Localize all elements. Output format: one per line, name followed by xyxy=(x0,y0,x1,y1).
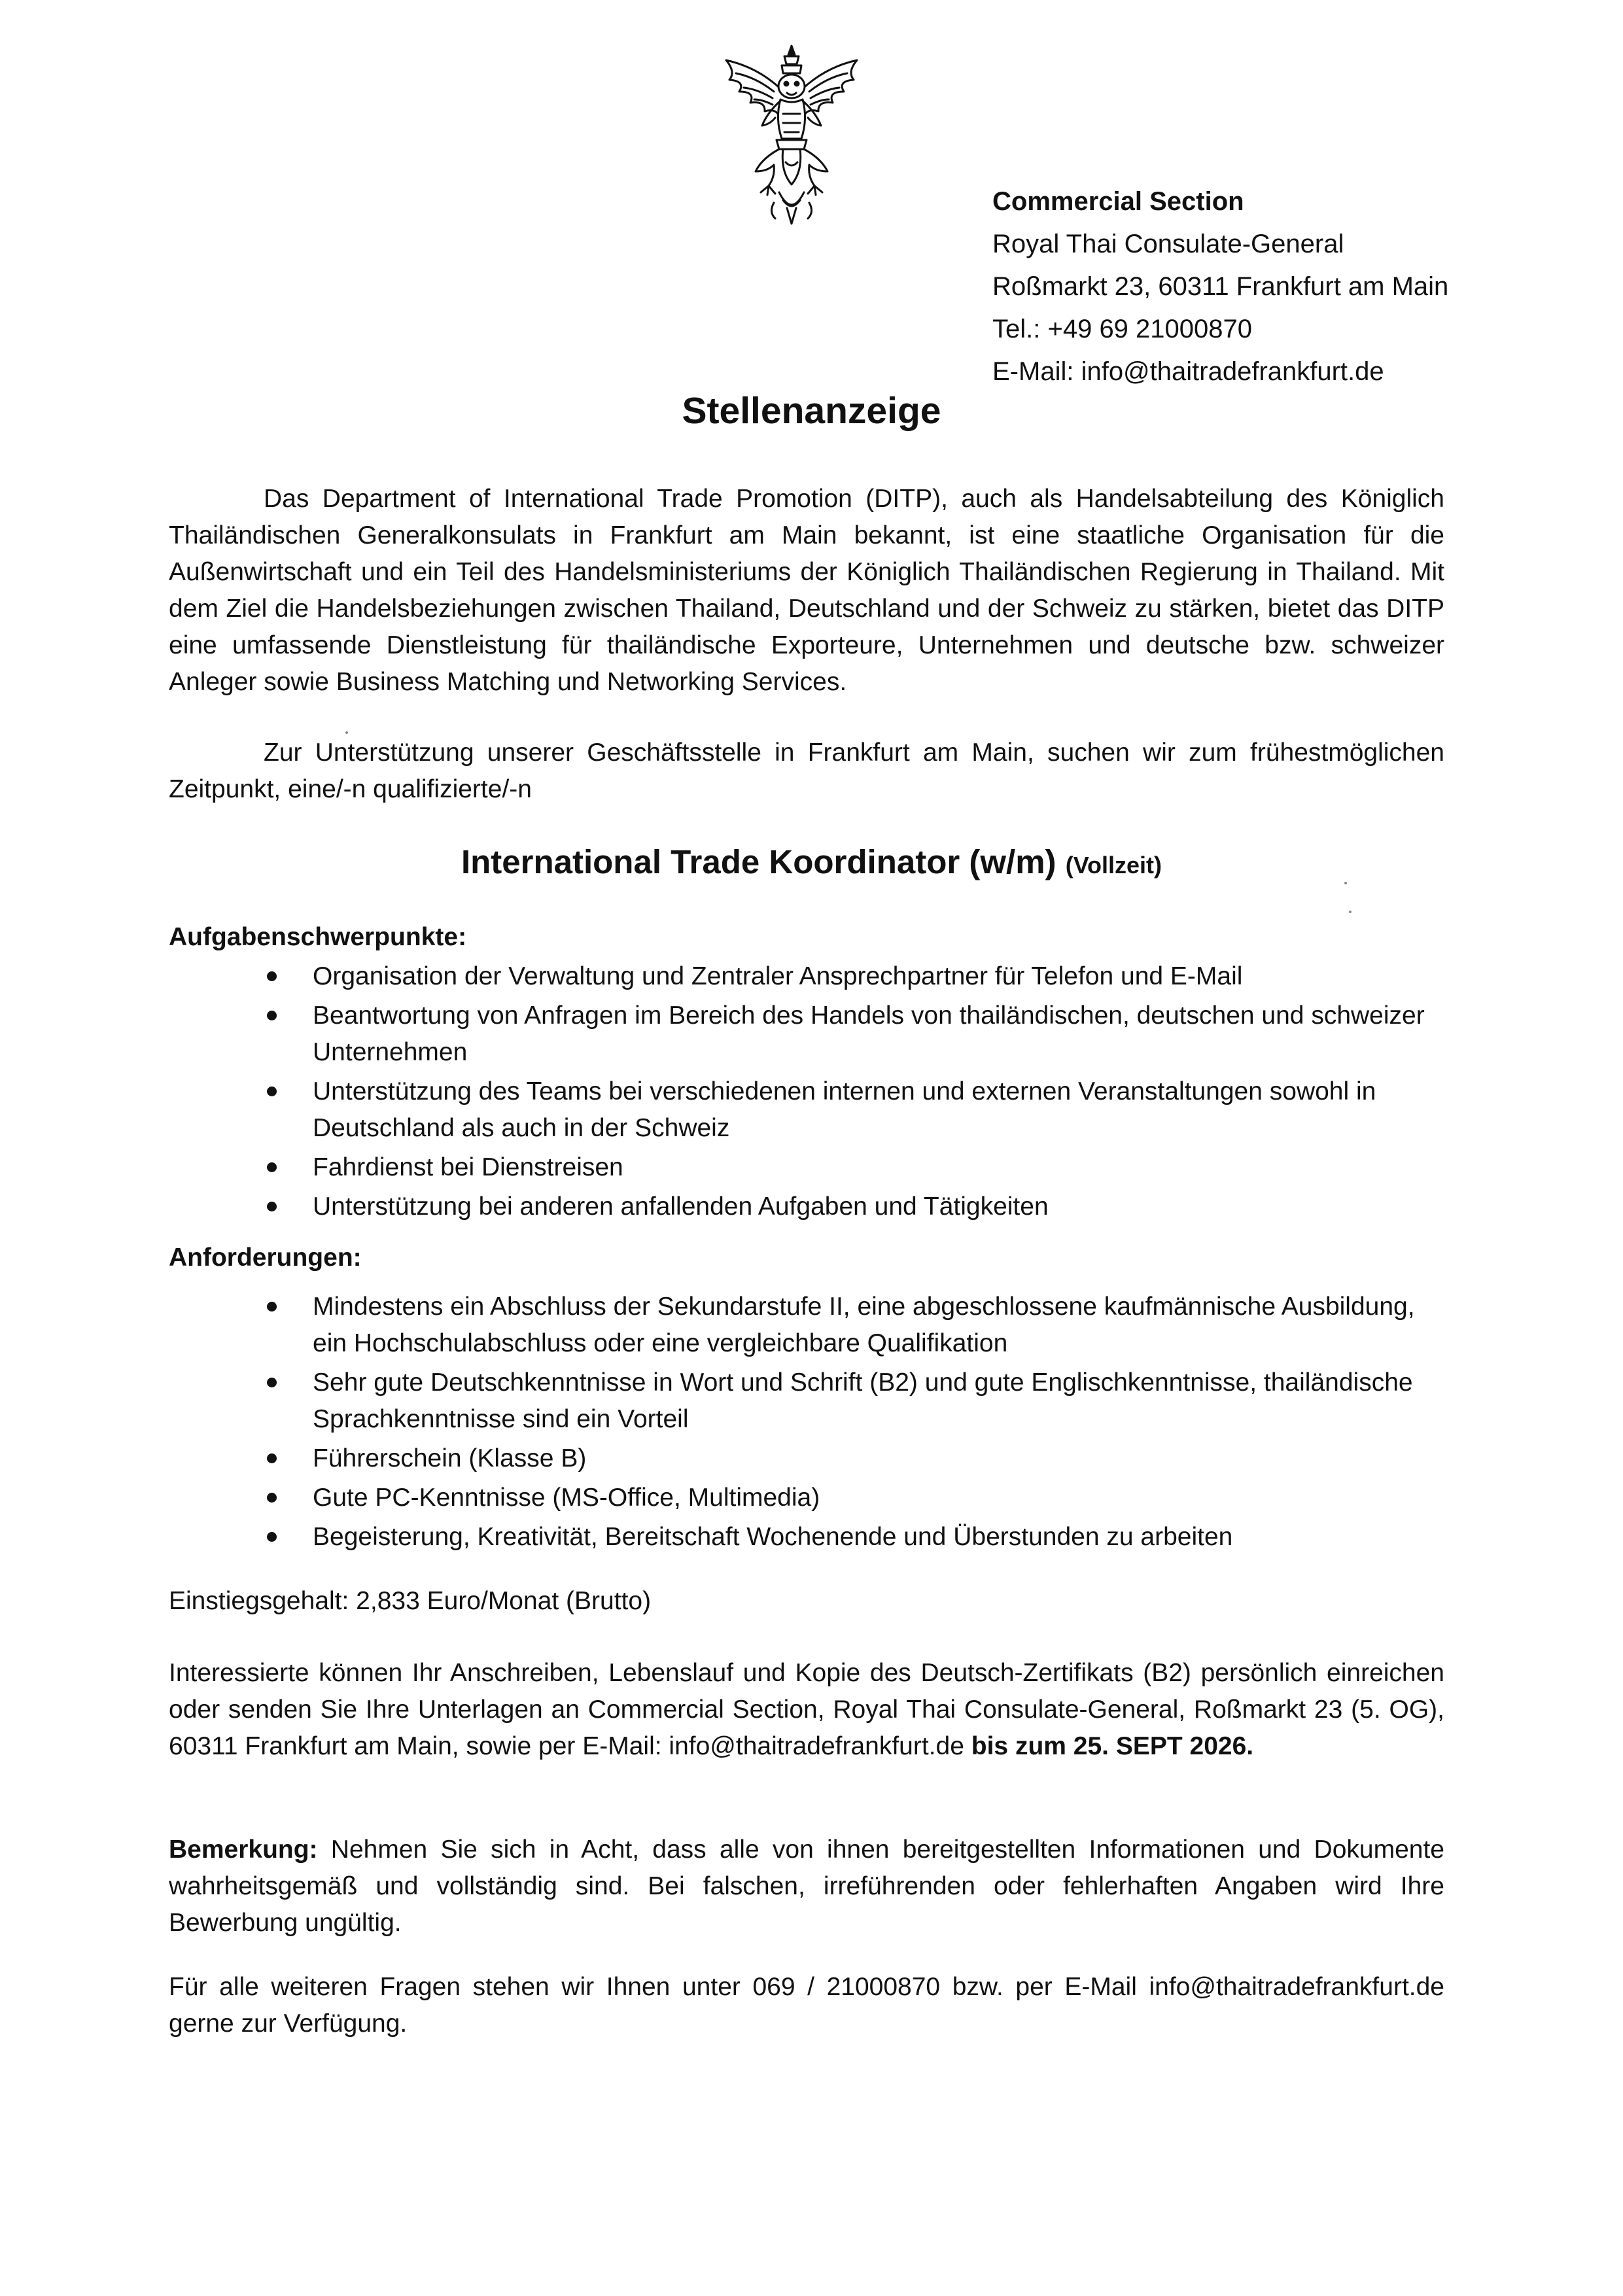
remark-label: Bemerkung: xyxy=(169,1835,318,1864)
bullet-icon xyxy=(267,1532,277,1542)
list-item xyxy=(169,1289,1444,1362)
list-item-text: Mindestens ein Abschluss der Sekundarstufe II, eine abgeschlossene kaufmännische Ausbildung, ein Hochschulabschluss oder eine vergleichbare Qualifikation xyxy=(313,1293,1415,1357)
list-item xyxy=(169,958,1444,995)
job-type: (Vollzeit) xyxy=(1065,852,1162,878)
salary-line: Einstiegsgehalt: 2,833 Euro/Monat (Brutto) xyxy=(169,1587,652,1615)
garuda-emblem-icon xyxy=(710,41,873,230)
scan-speck xyxy=(1344,882,1347,884)
job-title-text: International Trade Koordinator (w/m) xyxy=(461,843,1056,880)
bullet-icon xyxy=(267,1302,277,1312)
list-item-text: Unterstützung bei anderen anfallenden Aufgaben und Tätigkeiten xyxy=(313,1192,1049,1221)
bullet-icon xyxy=(267,1493,277,1503)
intro-paragraph: Das Department of International Trade Promotion (DITP), auch als Handelsabteilung des Königlich Thailändischen Generalkonsulats in Frankfurt am Main bekannt, ist eine staatliche Organisation für die Außenwirtschaft und ein Teil des Handelsministeriums der Königlich Thailändischen Regierung in Thailand. Mit dem Ziel die Handelsbeziehungen zwischen Thailand, Deutschland und der Schweiz zu stärken, bietet das DITP eine umfassende Dienstleistung für thailändische Exporteure, Unternehmen und deutsche bzw. schweizer Anleger sowie Business Matching und Networking Services. xyxy=(169,485,1444,696)
sender-email: E-Mail: info@thaitradefrankfurt.de xyxy=(992,357,1384,386)
list-item-text: Sehr gute Deutschkenntnisse in Wort und Schrift (B2) und gute Englischkenntnisse, thailändische Sprachkenntnisse sind ein Vorteil xyxy=(313,1368,1413,1433)
bullet-icon xyxy=(267,1453,277,1463)
list-item xyxy=(169,1189,1444,1225)
list-item-text: Unterstützung des Teams bei verschiedenen internen und externen Veranstaltungen sowohl in Deutschland als auch in der Schweiz xyxy=(313,1077,1376,1142)
application-paragraph xyxy=(169,1655,1444,1765)
list-item-text: Gute PC-Kenntnisse (MS-Office, Multimedia) xyxy=(313,1484,820,1512)
remark-paragraph xyxy=(169,1832,1444,1941)
requirements-list xyxy=(169,1289,1444,1558)
bullet-icon xyxy=(267,971,277,981)
list-item xyxy=(169,1073,1444,1147)
closing-paragraph: Für alle weiteren Fragen stehen wir Ihnen unter 069 / 21000870 bzw. per E-Mail info@thaitradefrankfurt.de gerne zur Verfügung. xyxy=(169,1973,1444,2038)
page-title: Stellenanzeige xyxy=(682,390,941,432)
bullet-icon xyxy=(267,1162,277,1172)
list-item-text: Fahrdienst bei Dienstreisen xyxy=(313,1153,623,1181)
tasks-heading: Aufgabenschwerpunkte: xyxy=(169,923,467,951)
bullet-icon xyxy=(267,1202,277,1211)
job-title xyxy=(0,836,1623,892)
list-item xyxy=(169,998,1444,1071)
sender-line: Roßmarkt 23, 60311 Frankfurt am Main xyxy=(992,272,1449,301)
list-item-text: Organisation der Verwaltung und Zentraler Ansprechpartner für Telefon und E-Mail xyxy=(313,962,1243,990)
remark-text: Nehmen Sie sich in Acht, dass alle von ihnen bereitgestellten Informationen und Dokumente wahrheitsgemäß und vollständig sind. Bei falschen, irreführenden oder fehlerhaften Angaben wird Ihre Bewerbung ungültig. xyxy=(169,1835,1444,1937)
sender-line: Royal Thai Consulate-General xyxy=(992,230,1344,258)
bullet-icon xyxy=(267,1087,277,1096)
list-item xyxy=(169,1440,1444,1477)
scan-speck xyxy=(345,731,348,734)
requirements-heading: Anforderungen: xyxy=(169,1244,362,1272)
list-item xyxy=(169,1365,1444,1438)
sender-address-block xyxy=(992,181,1448,393)
application-text: Interessierte können Ihr Anschreiben, Lebenslauf und Kopie des Deutsch-Zertifikats (B2) persönlich einreichen oder senden Sie Ihre Unterlagen an Commercial Section, Royal Thai Consulate-General, Roßmarkt 23 (5. OG), 60311 Frankfurt am Main, sowie per E-Mail: info@thaitradefrankfurt.de xyxy=(169,1659,1444,1760)
list-item-text: Beantwortung von Anfragen im Bereich des Handels von thailändischen, deutschen und schweizer Unternehmen xyxy=(313,1001,1425,1066)
application-deadline: bis zum 25. SEPT 2026. xyxy=(971,1732,1254,1760)
list-item-text: Begeisterung, Kreativität, Bereitschaft Wochenende und Überstunden zu arbeiten xyxy=(313,1523,1233,1551)
list-item xyxy=(169,1480,1444,1516)
bullet-icon xyxy=(267,1011,277,1020)
list-item xyxy=(169,1519,1444,1556)
sender-phone: Tel.: +49 69 21000870 xyxy=(992,315,1253,343)
list-item xyxy=(169,1149,1444,1186)
sender-org: Commercial Section xyxy=(992,187,1244,216)
list-item-text: Führerschein (Klasse B) xyxy=(313,1444,587,1472)
bullet-icon xyxy=(267,1378,277,1387)
search-paragraph: Zur Unterstützung unserer Geschäftsstelle in Frankfurt am Main, suchen wir zum frühestmöglichen Zeitpunkt, eine/-n qualifizierte/-n xyxy=(169,739,1444,803)
tasks-list xyxy=(169,958,1444,1228)
scan-speck xyxy=(1349,911,1352,913)
